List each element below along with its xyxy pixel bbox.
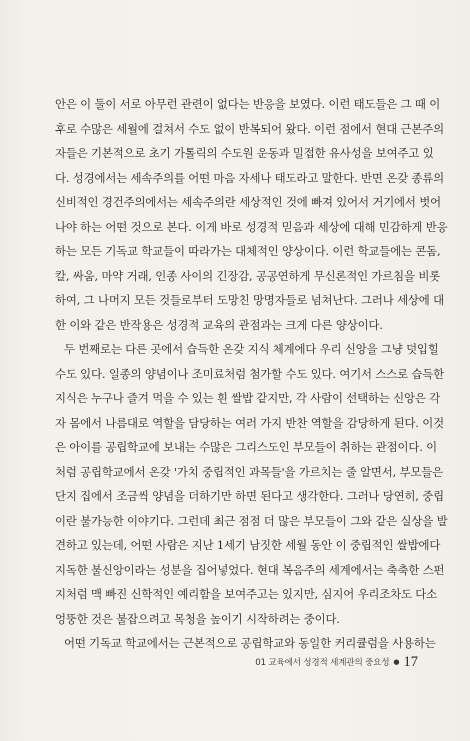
text-line: 나야 하는 어떤 것으로 본다. 이게 바로 성경적 믿음과 세상에 대해 민감하게 반응 bbox=[55, 219, 448, 234]
text-line: 자 몸에서 나름대로 역할을 담당하는 여러 가지 반찬 역할을 감당하게 된다. 이것 bbox=[55, 415, 444, 430]
text-line: 엉뚱한 것은 불잡으려고 목청을 높이기 시작하려는 중이다. bbox=[55, 611, 340, 626]
text-line: 하는 모든 기독교 학교들이 따라가는 대체적인 양상이다. 이런 학교들에는 콘돔, bbox=[55, 244, 441, 258]
text-line: 지처럼 맥 빠진 신학적인 예리함을 보여주고는 있지만, 심지어 우리조차도 다소 bbox=[55, 587, 438, 601]
text-line: 한 이와 같은 반작용은 성경적 교육의 관점과는 크게 다른 양상이다. bbox=[55, 317, 383, 332]
text-line: 견하고 있는데, 어떤 사람은 지난 1세기 남짓한 세월 동안 이 중립적인 쌀밥에다 bbox=[55, 538, 441, 552]
text-line: 지식은 누구나 즐겨 먹을 수 있는 흰 쌀밥 같지만, 각 사람이 선택하는 신앙은 각 bbox=[55, 391, 441, 405]
chapter-title: 01 교육에서 성경적 세계관의 중요성 bbox=[255, 658, 390, 668]
text-line: 두 번째로는 다른 곳에서 습득한 온갖 지식 체계에다 우리 신앙을 그냥 덧입힐 bbox=[64, 342, 439, 356]
page-number: 17 bbox=[403, 653, 418, 670]
text-line: 신비적인 경건주의에서는 세속주의란 세상적인 것에 빠져 있어서 거기에서 벗어 bbox=[55, 195, 441, 209]
text-line: 지독한 불신앙이라는 성분을 집어넣었다. 현대 복음주의 세계에서는 축축한 스펀 bbox=[55, 562, 445, 577]
text-line: 칼, 싸움, 마약 거래, 인종 사이의 긴장감, 공공연하게 무신론적인 가르침을 비롯 bbox=[55, 268, 441, 283]
text-line: 처럼 공립학교에서 온갖 '가치 중립적인 과목들'을 가르치는 줄 알면서, 부모들은 bbox=[55, 464, 443, 479]
body-text bbox=[55, 92, 448, 656]
text-line: 하여, 그 나머지 모든 것들로부터 도망친 망명자들로 넘쳐난다. 그러나 세상에 대 bbox=[55, 293, 444, 307]
text-line: 자들은 기본적으로 초기 가톨릭의 수도원 운동과 밀접한 유사성을 보여주고 있 bbox=[55, 146, 434, 160]
text-line: 단지 집에서 조금씩 양념을 더하기만 하면 된다고 생각한다. 그러나 당연히, 중립 bbox=[55, 489, 444, 503]
text-line: 다. 성경에서는 세속주의를 어떤 마음 자세나 태도라고 말한다. 반면 온갖 종류의 bbox=[55, 170, 444, 185]
text-line: 수도 있다. 일종의 양념이나 조미료처럼 첨가할 수도 있다. 여기서 스스로 습득한 bbox=[55, 366, 444, 381]
text-line: 은 아이를 공립학교에 보내는 수많은 그리스도인 부모들이 취하는 관점이다. 이 bbox=[55, 440, 438, 454]
text-line: 안은 이 둘이 서로 아무런 관련이 없다는 반응을 보였다. 이런 태도들은 그 때 이 bbox=[55, 97, 441, 111]
text-line: 후로 수많은 세월에 걸쳐서 수도 없이 반복되어 왔다. 이런 점에서 현대 근본주의 bbox=[55, 121, 444, 136]
text-line: 어떤 기독교 학교에서는 근본적으로 공립학교와 동일한 커리큘럼을 사용하는 bbox=[64, 636, 436, 650]
text-line: 이란 불가능한 이야기다. 그런데 최근 점점 더 많은 부모들이 그와 같은 실상을 발 bbox=[55, 513, 448, 528]
bullet-icon: ● bbox=[393, 658, 400, 666]
running-footer bbox=[255, 653, 418, 671]
